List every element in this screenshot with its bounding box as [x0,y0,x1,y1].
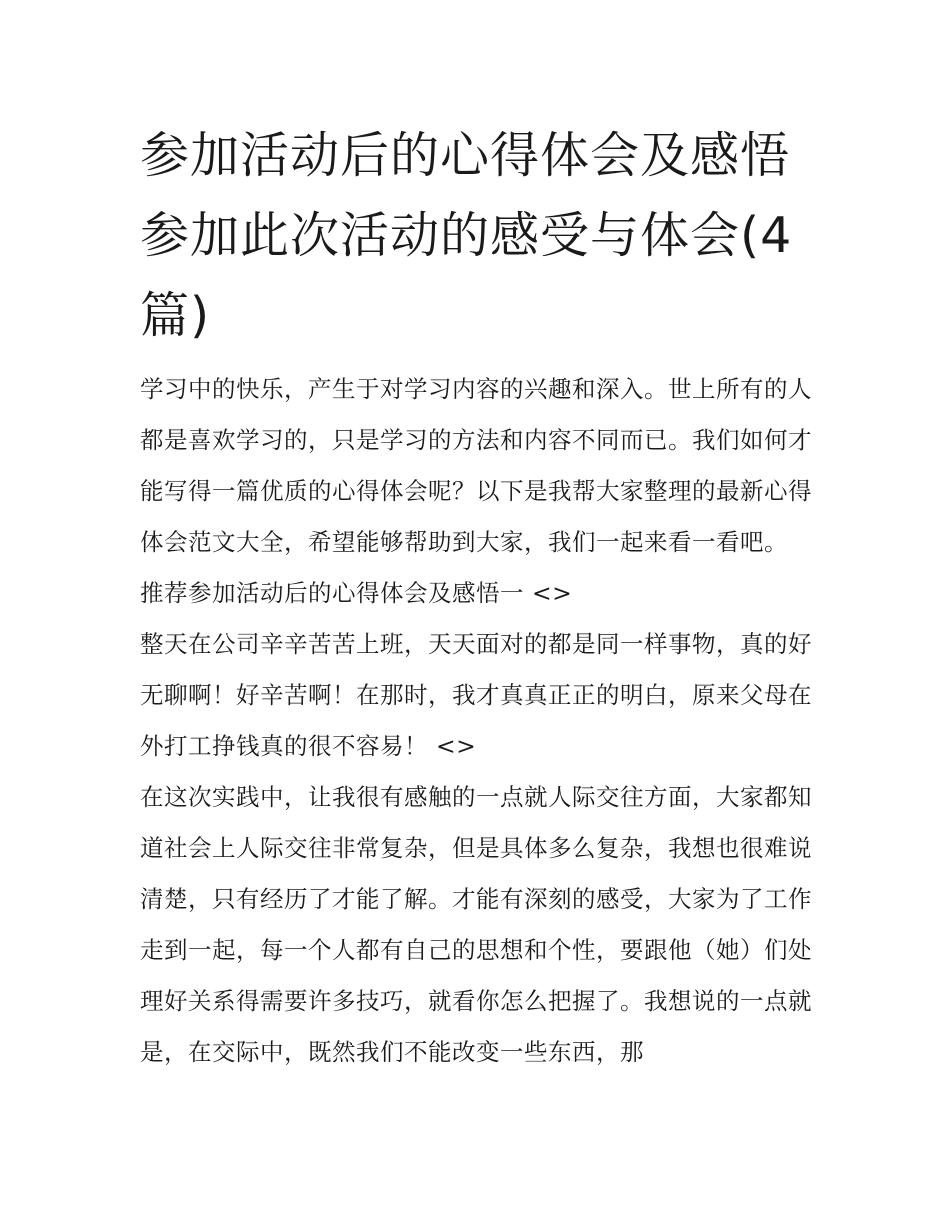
intro-paragraph: 学习中的快乐，产生于对学习内容的兴趣和深入。世上所有的人都是喜欢学习的，只是学习的方法和内容不同而已。我们如何才能写得一篇优质的心得体会呢？以下是我帮大家整理的最新心得体会范文大全，希望能够帮助到大家，我们一起来看一看吧。 [140,375,812,556]
section-heading: 推荐参加活动后的心得体会及感悟一 <> [140,579,573,607]
document-title: 参加活动后的心得体会及感悟参加此次活动的感受与体会(4篇) [140,127,793,344]
body-paragraph: 在这次实践中，让我很有感触的一点就人际交往方面，大家都知道社会上人际交往非常复杂，但是具体多么复杂，我想也很难说清楚，只有经历了才能了解。才能有深刻的感受，大家为了工作走到一起，每一个人都有自己的思想和个性，要跟他（她）们处理好关系得需要许多技巧，就看你怎么把握了。我想说的一点就是，在交际中，既然我们不能改变一些东西，那 [140,783,812,1066]
document-content [140,116,812,1078]
body-paragraph: 整天在公司辛辛苦苦上班，天天面对的都是同一样事物，真的好无聊啊！好辛苦啊！在那时，我才真真正正的明白，原来父母在外打工挣钱真的很不容易！ <> [140,630,812,760]
